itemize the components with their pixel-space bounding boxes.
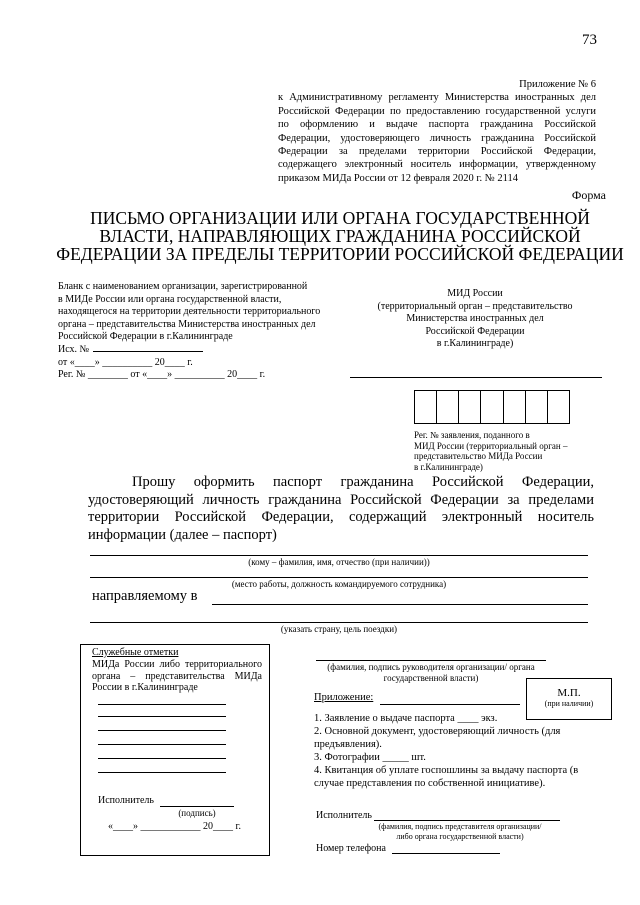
country-caption: (указать страну, цель поездки): [280, 624, 398, 634]
caption-line: (фамилия, подпись руководителя организации/ органа: [327, 662, 535, 672]
head-signature-line[interactable]: [316, 660, 546, 661]
service-line[interactable]: [98, 730, 226, 731]
reg-digit-cell[interactable]: [459, 391, 481, 423]
form-label: Форма: [571, 188, 606, 202]
service-marks-text: МИДа России либо территориального органа – представительства МИДа России в г.Калининграде: [92, 659, 262, 693]
job-line[interactable]: [90, 577, 588, 578]
job-caption: (место работы, должность командируемого сотрудника): [231, 579, 447, 589]
attachment-item: 3. Фотографии _____ шт.: [314, 752, 426, 763]
caption-line: государственной власти): [383, 673, 479, 683]
letterhead-line: в МИДе России или органа государственной власти,: [58, 293, 282, 305]
reg-note-line: в г.Калининграде): [414, 461, 483, 472]
outgoing-number: Исх. №: [58, 344, 348, 357]
fio-line[interactable]: [90, 555, 588, 556]
appendix-text: к Административному регламенту Министерства иностранных дел Российской Федерации по предоставлению государственной услуги по оформлению и выдаче паспорта гражданина Российской Федерации, удостоверяющего личность гражданина Российской Федерации за пределами территории Российской Федерации, содержащего электронный носитель информации, утвержденному приказом МИДа России от 12 февраля 2020 г. № 2114: [278, 92, 596, 184]
service-date: «____» ____________ 20____ г.: [108, 821, 241, 832]
addressee-divider: [350, 377, 602, 378]
reg-digit-cell[interactable]: [526, 391, 548, 423]
destination-line-2[interactable]: [90, 622, 588, 623]
executor-label: Исполнитель: [316, 810, 372, 821]
phone-line[interactable]: [392, 853, 500, 854]
reg-note-line: Рег. № заявления, поданного в: [414, 430, 530, 440]
caption-line: (фамилия, подпись представителя организации/: [378, 822, 542, 831]
appendix-number: Приложение № 6: [519, 79, 596, 90]
reg-digit-cell[interactable]: [548, 391, 569, 423]
reg-digit-cell[interactable]: [437, 391, 459, 423]
service-signature-caption: (подпись): [178, 808, 216, 818]
service-marks-title: Служебные отметки: [92, 647, 179, 658]
letterhead-line: Бланк с наименованием организации, зарегистрированной: [58, 281, 308, 292]
page-number: 73: [582, 32, 597, 48]
stamp-label: М.П.: [557, 687, 581, 699]
document-title: [40, 209, 640, 263]
service-signature-line[interactable]: [160, 806, 234, 807]
attachment-list: [314, 712, 610, 790]
letterhead-line: находящегося на территории деятельности территориального: [58, 306, 321, 318]
service-executor-label: Исполнитель: [98, 795, 154, 806]
addressee-line: Министерства иностранных дел: [406, 313, 544, 325]
addressee-block: [360, 288, 590, 351]
destination-line[interactable]: [212, 604, 588, 605]
reg-digit-cell[interactable]: [504, 391, 526, 423]
attachment-item: 2. Основной документ, удостоверяющий личность (для предъявления).: [314, 726, 561, 750]
addressee-line: Российской Федерации: [425, 325, 525, 337]
letterhead-line: Российской Федерации в г.Калининграде: [58, 331, 233, 343]
attachment-item: 1. Заявление о выдаче паспорта ____ экз.: [314, 713, 498, 724]
service-line[interactable]: [98, 772, 226, 773]
phone-label: Номер телефона: [316, 843, 386, 854]
addressee-line: (территориальный орган – представительство: [377, 300, 573, 312]
appendix-block: [278, 78, 596, 185]
attachment-title: Приложение:: [314, 692, 374, 703]
title-line: ВЛАСТИ, НАПРАВЛЯЮЩИХ ГРАЖДАНИНА РОССИЙСКОЙ: [99, 226, 581, 246]
application-reg-note: [414, 430, 600, 472]
title-line: ПИСЬМО ОРГАНИЗАЦИИ ИЛИ ОРГАНА ГОСУДАРСТВЕННОЙ: [90, 208, 590, 228]
executor-line[interactable]: [374, 820, 560, 821]
fio-caption: (кому – фамилия, имя, отчество (при наличии)): [248, 557, 430, 567]
request-paragraph: Прошу оформить паспорт гражданина Российской Федерации, удостоверяющий личность гражданина Российской Федерации за пределами территории Российской Федерации, содержащий электронный носитель информации (далее – паспорт): [88, 474, 594, 543]
addressee-line: в г.Калининграде): [436, 338, 514, 350]
letterhead-note: [58, 281, 348, 382]
service-line[interactable]: [98, 704, 226, 705]
service-line[interactable]: [98, 744, 226, 745]
attachment-item: 4. Квитанция об уплате госпошлины за выдачу паспорта (в случае представления по собственной инициативе).: [314, 765, 579, 789]
attachment-line[interactable]: [380, 704, 520, 705]
title-line: ФЕДЕРАЦИИ ЗА ПРЕДЕЛЫ ТЕРРИТОРИИ РОССИЙСКОЙ ФЕДЕРАЦИИ: [56, 244, 624, 264]
outgoing-date: от «____» __________ 20____ г.: [58, 356, 193, 368]
service-line[interactable]: [98, 716, 226, 717]
directed-to-label: направляемому в: [92, 588, 198, 604]
reg-note-line: МИД России (территориальный орган –: [414, 440, 568, 451]
executor-caption: [340, 822, 580, 842]
reg-digit-cell[interactable]: [481, 391, 503, 423]
letterhead-line: органа – представительства Министерства иностранных дел: [58, 318, 316, 330]
stamp-note: (при наличии): [544, 699, 594, 708]
addressee-line: МИД России: [447, 288, 503, 299]
application-reg-boxes[interactable]: [414, 390, 570, 424]
registration-line: Рег. № ________ от «____» __________ 20____ г.: [58, 369, 266, 381]
caption-line: либо органа государственной власти): [396, 832, 524, 841]
reg-note-line: представительство МИДа России: [414, 451, 543, 462]
head-signature-caption: [300, 662, 562, 684]
service-line[interactable]: [98, 758, 226, 759]
reg-digit-cell[interactable]: [415, 391, 437, 423]
